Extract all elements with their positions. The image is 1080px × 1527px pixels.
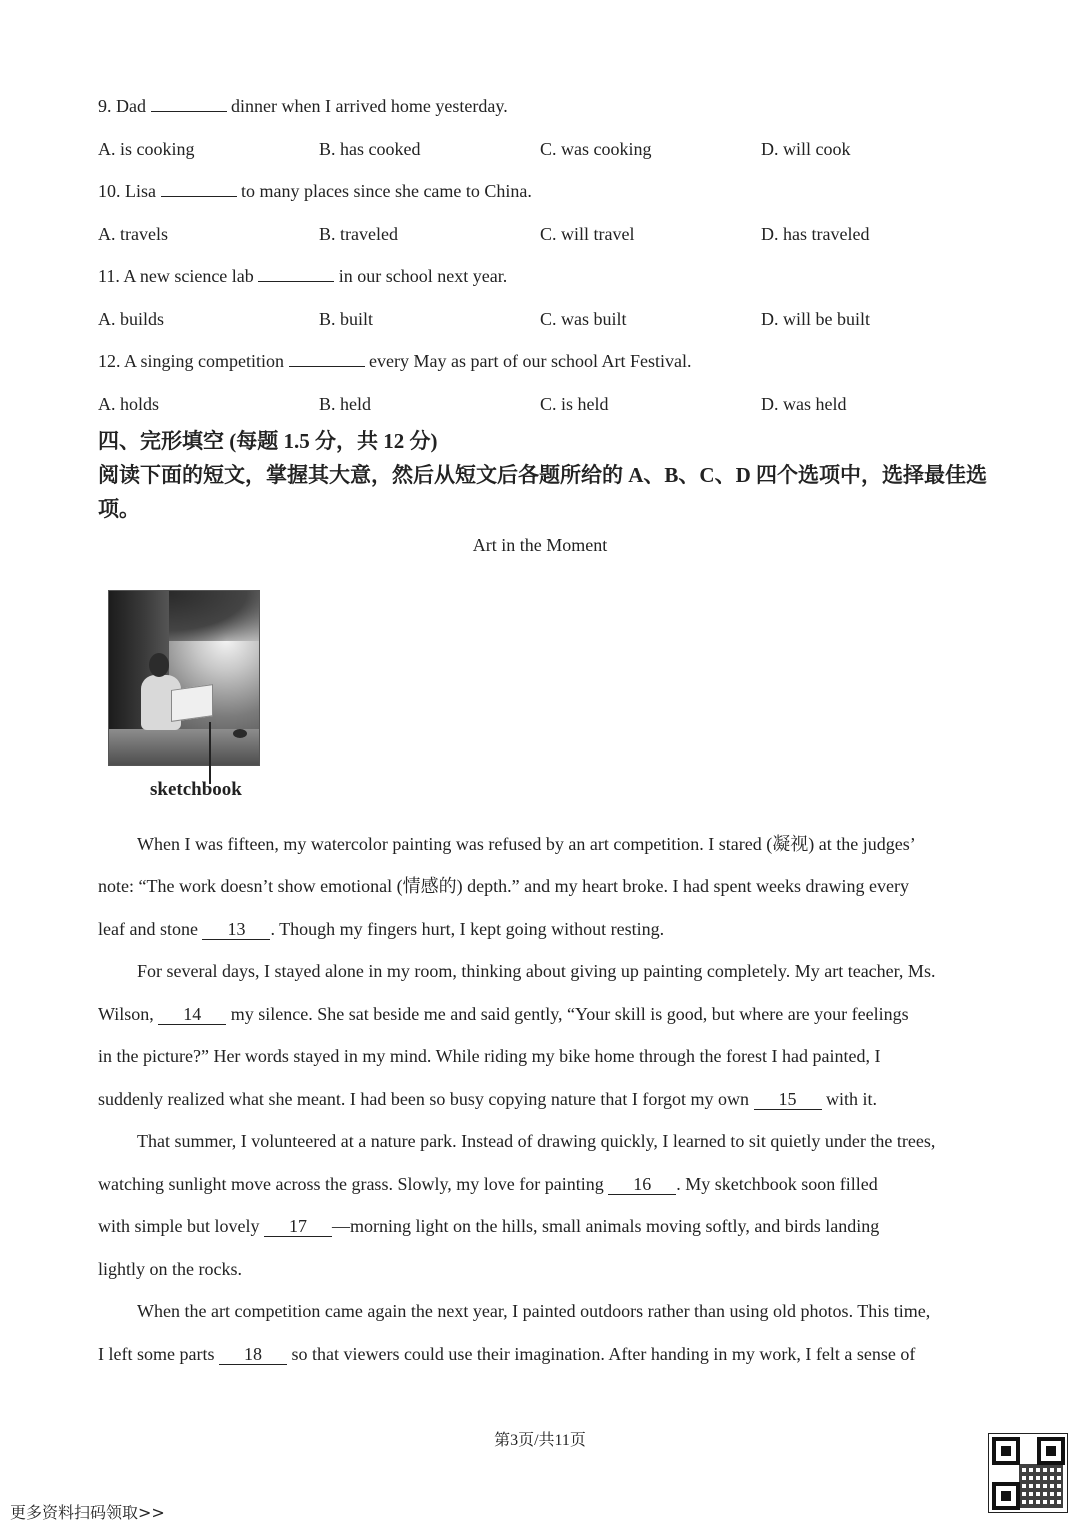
- article-line: [137, 1129, 935, 1153]
- article-line: [98, 874, 909, 898]
- article-title: Art in the Moment: [472, 535, 608, 555]
- stem-text: to many places since she came to China.: [241, 181, 532, 201]
- option-a: A. travels: [98, 224, 168, 244]
- question-12-stem: [98, 349, 691, 373]
- qr-finder: [992, 1482, 1020, 1510]
- option-c: C. is held: [540, 394, 609, 414]
- stem-text: 12. A singing competition: [98, 351, 285, 371]
- option-b: B. traveled: [319, 224, 398, 244]
- article-text: so that viewers could use their imagination. After handing in my work, I felt a sense of: [286, 1344, 916, 1364]
- option-d: D. was held: [761, 394, 847, 414]
- article-line: [98, 1087, 877, 1111]
- article-line: [98, 1002, 909, 1026]
- stem-text: 9. Dad: [98, 96, 146, 116]
- article-text: When I was fifteen, my watercolor painting was refused by an art competition. I stared (凝视) at the judges’: [137, 834, 916, 854]
- sketchbook-drawing: [171, 684, 213, 722]
- answer-blank: [151, 95, 227, 112]
- article-line: [137, 959, 935, 983]
- article-line: [98, 1214, 879, 1238]
- article-line: [98, 917, 664, 941]
- girl-sketching-under-tree-image: [108, 590, 260, 766]
- image-label: sketchbook: [150, 779, 242, 800]
- cloze-blank: 13: [202, 919, 270, 940]
- article-line: [98, 1172, 878, 1196]
- section-title: 四、完形填空 (每题 1.5 分，共 12 分): [98, 429, 438, 453]
- girl-head: [149, 653, 169, 677]
- answer-blank: [161, 180, 237, 197]
- question-10-stem: [98, 179, 532, 203]
- article-text: my silence. She sat beside me and said gently, “Your skill is good, but where are your feelings: [226, 1004, 909, 1024]
- article-line: [98, 1044, 880, 1068]
- option-d: D. will cook: [761, 139, 851, 159]
- qr-finder: [992, 1437, 1020, 1465]
- cloze-blank: 14: [158, 1004, 226, 1025]
- cloze-blank: 16: [608, 1174, 676, 1195]
- article-line: [98, 1257, 242, 1281]
- article-text: in the picture?” Her words stayed in my mind. While riding my bike home through the forest I had painted, I: [98, 1046, 881, 1066]
- stem-text: dinner when I arrived home yesterday.: [231, 96, 508, 116]
- option-c: C. will travel: [540, 224, 635, 244]
- option-a: A. is cooking: [98, 139, 195, 159]
- stem-text: 10. Lisa: [98, 181, 156, 201]
- option-b: B. held: [319, 394, 371, 414]
- question-9-stem: [98, 94, 508, 118]
- article-text: That summer, I volunteered at a nature park. Instead of drawing quickly, I learned to sit quietly under the trees,: [137, 1131, 936, 1151]
- article-text: When the art competition came again the next year, I painted outdoors rather than using old photos. This time,: [137, 1301, 931, 1321]
- article-text: suddenly realized what she meant. I had been so busy copying nature that I forgot my own: [98, 1089, 754, 1109]
- answer-blank: [289, 350, 365, 367]
- option-b: B. built: [319, 309, 374, 329]
- qr-finder: [1037, 1437, 1065, 1465]
- stem-text: 11. A new science lab: [98, 266, 254, 286]
- option-d: D. will be built: [761, 309, 870, 329]
- question-11-stem: [98, 264, 507, 288]
- article-text: lightly on the rocks.: [98, 1259, 242, 1279]
- article-text: For several days, I stayed alone in my room, thinking about giving up painting completely. My art teacher, Ms.: [137, 961, 936, 981]
- more-resources-link[interactable]: 更多资料扫码领取>>: [10, 1503, 165, 1522]
- article-text: watching sunlight move across the grass. Slowly, my love for painting: [98, 1174, 609, 1194]
- article-text: —morning light on the hills, small animals moving softly, and birds landing: [332, 1216, 880, 1236]
- article-text: leaf and stone: [98, 919, 203, 939]
- label-pointer-line: [209, 722, 211, 784]
- article-line: [137, 832, 916, 856]
- answer-blank: [258, 265, 334, 282]
- section-instruction: 阅读下面的短文，掌握其大意，然后从短文后各题所给的 A、B、C、D 四个选项中，选择最佳选项。: [98, 463, 987, 521]
- option-d: D. has traveled: [761, 224, 870, 244]
- qr-modules: [1019, 1464, 1063, 1508]
- article-text: . My sketchbook soon filled: [676, 1174, 878, 1194]
- page-number: 第3页/共11页: [494, 1432, 586, 1449]
- article-text: note: “The work doesn’t show emotional (情感的) depth.” and my heart broke. I had spent weeks drawing every: [98, 876, 909, 896]
- cloze-blank: 17: [264, 1216, 332, 1237]
- cloze-blank: 15: [754, 1089, 822, 1110]
- article-text: with simple but lovely: [98, 1216, 264, 1236]
- option-a: A. builds: [98, 309, 165, 329]
- stem-text: every May as part of our school Art Festival.: [369, 351, 692, 371]
- article-text: . Though my fingers hurt, I kept going without resting.: [270, 919, 665, 939]
- article-text: Wilson,: [98, 1004, 159, 1024]
- article-line: [98, 1342, 915, 1366]
- qr-code-icon[interactable]: [988, 1433, 1068, 1513]
- bird-icon: [233, 729, 247, 738]
- article-text: with it.: [821, 1089, 878, 1109]
- article-text: I left some parts: [98, 1344, 219, 1364]
- option-c: C. was cooking: [540, 139, 652, 159]
- option-b: B. has cooked: [319, 139, 421, 159]
- article-line: [137, 1299, 930, 1323]
- cloze-blank: 18: [219, 1344, 287, 1365]
- option-a: A. holds: [98, 394, 160, 414]
- option-c: C. was built: [540, 309, 627, 329]
- stem-text: in our school next year.: [338, 266, 508, 286]
